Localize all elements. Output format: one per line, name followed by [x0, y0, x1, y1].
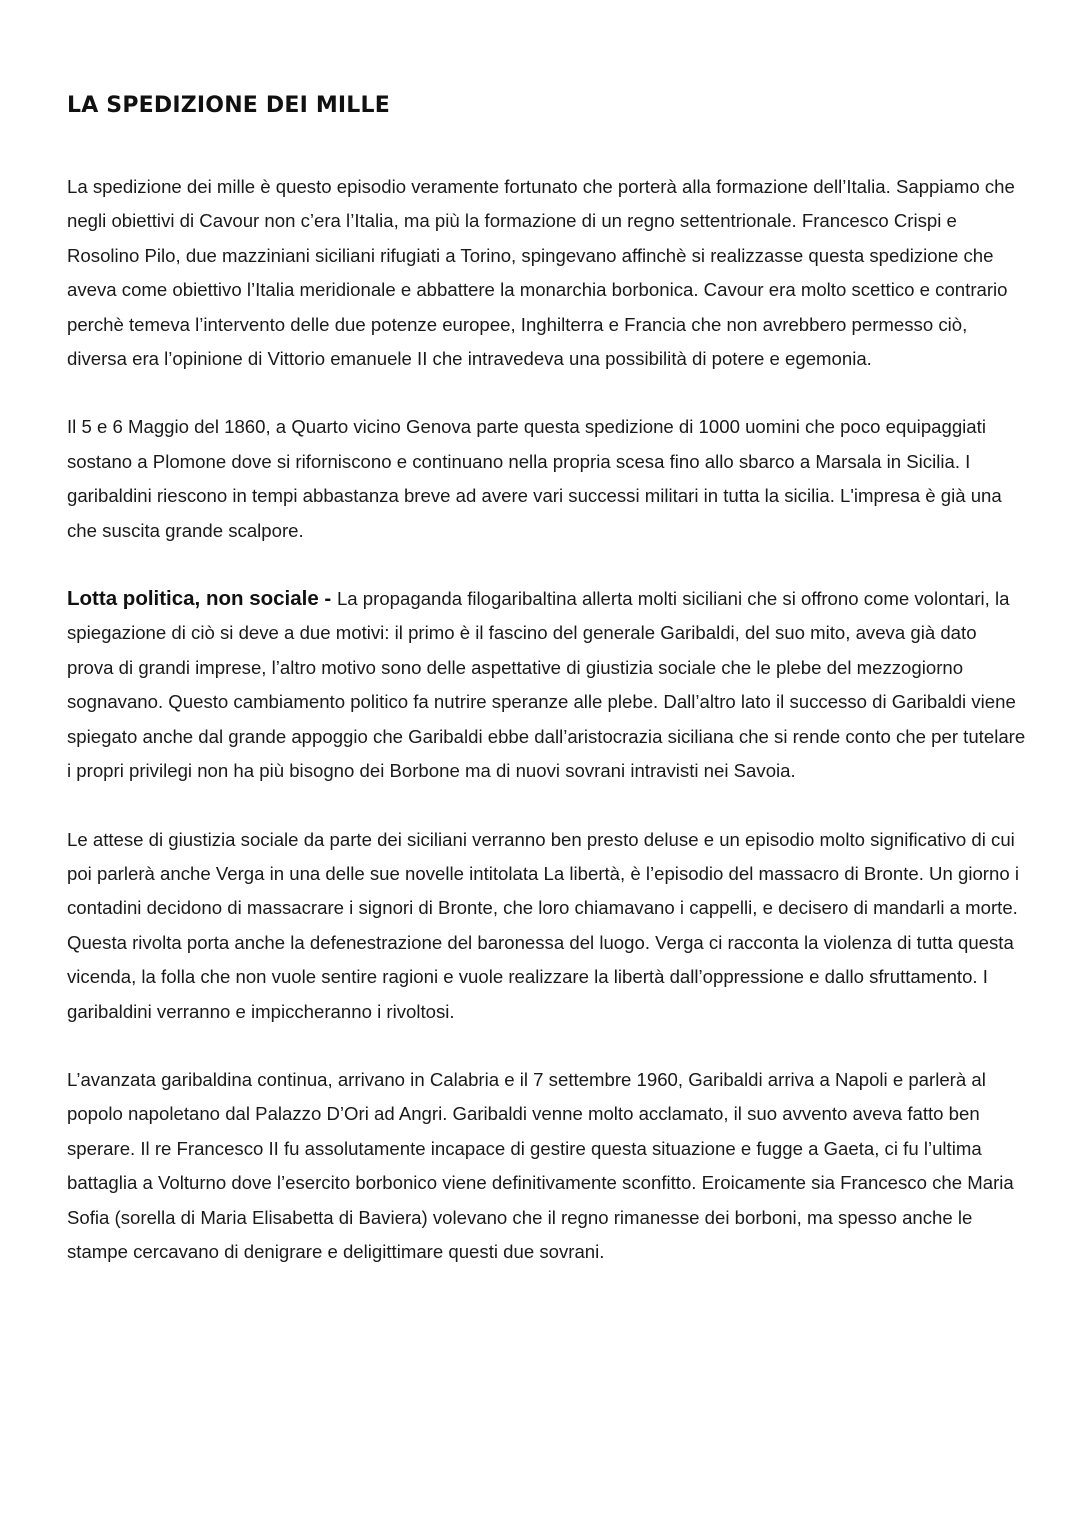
paragraph-bronte	[67, 823, 1027, 1029]
paragraph-intro	[67, 170, 1027, 376]
paragraph-text: La propaganda filogaribaltina allerta molti siciliani che si offrono come volontari, la spiegazione di ciò si deve a due motivi: il primo è il fascino del generale Garibaldi, del suo mito, aveva già dato prova di grandi imprese, l’altro motivo sono delle aspettative di giustizia sociale che le plebe del mezzogiorno sognavano. Questo cambiamento politico fa nutrire speranze alle plebe. Dall’altro lato il successo di Garibaldi viene spiegato anche dal grande appoggio che Garibaldi ebbe dall’aristocrazia siciliana che si rende conto che per tutelare i propri privilegi non ha più bisogno dei Borbone ma di nuovi sovrani intravisti nei Savoia.	[67, 588, 1026, 782]
section-lead-heading: Lotta politica, non sociale -	[67, 587, 337, 611]
paragraph-text: Il 5 e 6 Maggio del 1860, a Quarto vicino Genova parte questa spedizione di 1000 uomini che poco equipaggiati sostano a Plomone dove si riforniscono e continuano nella propria scesa fino allo sbarco a Marsala in Sicilia. I garibaldini riescono in tempi abbastanza breve ad avere vari successi militari in tutta la sicilia. L'impresa è già una che suscita grande scalpore.	[67, 416, 1002, 541]
paragraph-text: Le attese di giustizia sociale da parte dei siciliani verranno ben presto deluse e un episodio molto significativo di cui poi parlerà anche Verga in una delle sue novelle intitolata La libertà, è l’episodio del massacro di Bronte. Un giorno i contadini decidono di massacrare i signori di Bronte, che loro chiamavano i cappelli, e decisero di mandarli a morte. Questa rivolta porta anche la defenestrazione del baronessa del luogo. Verga ci racconta la violenza di tutta questa vicenda, la folla che non vuole sentire ragioni e vuole realizzare la libertà dall’oppressione e dallo sfruttamento. I garibaldini verranno e impiccheranno i rivoltosi.	[67, 828, 1019, 1022]
paragraph-text: L’avanzata garibaldina continua, arrivano in Calabria e il 7 settembre 1960, Garibaldi arriva a Napoli e parlerà al popolo napoletano dal Palazzo D’Ori ad Angri. Garibaldi venne molto acclamato, il suo avvento aveva fatto ben sperare. Il re Francesco II fu assolutamente incapace di gestire questa situazione e fugge a Gaeta, ci fu l’ultima battaglia a Volturno dove l’esercito borbonico viene definitivamente sconfitto. Eroicamente sia Francesco che Maria Sofia (sorella di Maria Elisabetta di Baviera) volevano che il regno rimanesse dei borboni, ma spesso anche le stampe cercavano di denigrare e deligittimare questi due sovrani.	[67, 1068, 1014, 1262]
paragraph-political-struggle	[67, 582, 1027, 788]
document-page	[67, 93, 1027, 1303]
paragraph-naples	[67, 1063, 1027, 1269]
paragraph-departure	[67, 410, 1027, 548]
paragraph-text: La spedizione dei mille è questo episodio veramente fortunato che porterà alla formazione dell’Italia. Sappiamo che negli obiettivi di Cavour non c’era l’Italia, ma più la formazione di un regno settentrionale. Francesco Crispi e Rosolino Pilo, due mazziniani siciliani rifugiati a Torino, spingevano affinchè si realizzasse questa spedizione che aveva come obiettivo l’Italia meridionale e abbattere la monarchia borbonica. Cavour era molto scettico e contrario perchè temeva l’intervento delle due potenze europee, Inghilterra e Francia che non avrebbero permesso ciò, diversa era l’opinione di Vittorio emanuele II che intravedeva una possibilità di potere e egemonia.	[67, 176, 1015, 370]
document-title: LA SPEDIZIONE DEI MILLE	[67, 93, 390, 118]
